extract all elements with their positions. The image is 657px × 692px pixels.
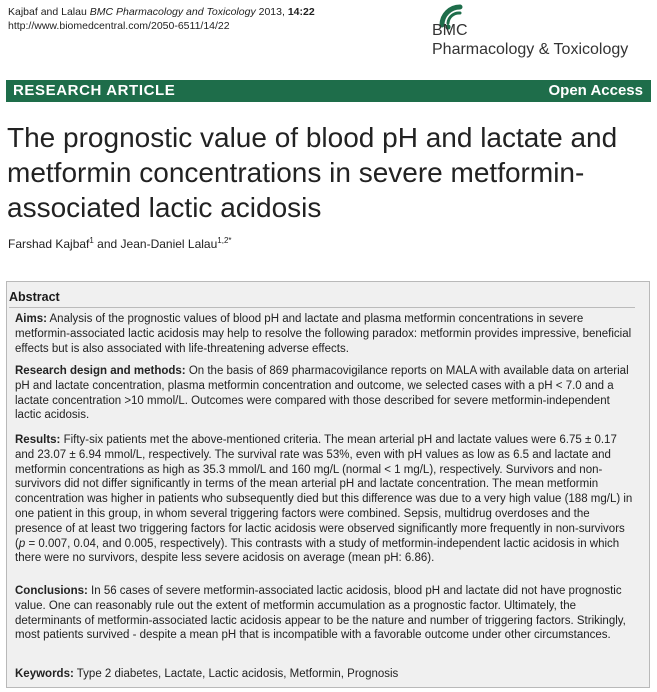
article-type-banner [6, 80, 651, 102]
author-separator: and [93, 237, 121, 251]
open-access-label: Open Access [548, 82, 643, 99]
article-title: The prognostic value of blood pH and lactate and metformin concentrations in severe metformin-associated lactic acidosis [7, 122, 618, 223]
author-affiliation: 1,2* [217, 236, 232, 245]
author-affiliation: 1 [89, 236, 94, 245]
logo-line2: Pharmacology & Toxicology [432, 41, 629, 58]
citation-year: 2013, [258, 6, 285, 18]
citation-url[interactable]: http://www.biomedcentral.com/2050-6511/14/22 [8, 20, 230, 32]
results-text: Fifty-six patients met the above-mentioned criteria. The mean arterial pH and lactate values were 6.75 ± 0.17 and 23.07 ± 6.94 mmol/L, respectively. The survival rate was 53%, even with pH values as low as 6.5 and lactate and metformin concentrations as high as 35.3 mmol/L and 160 mg/L (normal < 1 mg/L), respectively. Survivors and non-survivors did not differ significantly in terms of the mean arterial pH and lactate concentration. The mean metformin concentration was higher in patients who subsequently died but this difference was due to a very high value (188 mg/L) in one patient in this group, in whom several triggering factors were combined. Sepsis, multidrug overdoses and the presence of at least two triggering factors for lactic acidosis were observed significantly more frequently in non-survivors ( [15, 434, 633, 550]
abstract-conclusions [15, 584, 637, 643]
design-text: On the basis of 869 pharmacovigilance reports on MALA with available data on arterial pH and lactate concentration, plasma metformin concentration and outcome, we selected cases with a pH < 7.0 and a lactate concentration >10 mmol/L. Outcomes were compared with those described for severe metformin-independent lactic acidosis. [15, 365, 629, 422]
abstract-keywords [15, 667, 637, 682]
citation [8, 5, 315, 33]
results-p-symbol: p [18, 537, 26, 550]
keywords-text: Type 2 diabetes, Lactate, Lactic acidosis, Metformin, Prognosis [73, 668, 399, 680]
author-name[interactable]: Farshad Kajbaf [8, 237, 90, 251]
abstract-aims [15, 312, 637, 356]
results-label: Results: [15, 434, 61, 446]
logo-line1: BMC [432, 22, 468, 39]
author-list [8, 236, 232, 251]
abstract-design [15, 364, 637, 423]
aims-text: Analysis of the prognostic values of blood pH and lactate and plasma metformin concentrations in severe metformin-associated lactic acidosis may help to resolve the following paradox: metformin provides impressive, beneficial effects but is also associated with life-threatening adverse effects. [15, 313, 632, 355]
conclusions-text: In 56 cases of severe metformin-associated lactic acidosis, blood pH and lactate did not have prognostic value. One can reasonably rule out the extent of metformin accumulation as a prognostic factor. Ultimately, the determinants of metformin-associated lactic acidosis appear to be the nature and number of triggering factors. Strikingly, most patients survived - despite a mean pH that is incompatible with a favorable outcome under other circumstances. [15, 585, 626, 642]
abstract-divider [9, 307, 635, 308]
citation-authors: Kajbaf and Lalau [8, 6, 87, 18]
abstract-heading: Abstract [9, 290, 60, 304]
abstract-results [15, 433, 637, 566]
author-name[interactable]: Jean-Daniel Lalau [120, 237, 218, 251]
citation-journal: BMC Pharmacology and Toxicology [89, 6, 256, 18]
citation-line [8, 5, 315, 19]
conclusions-label: Conclusions: [15, 585, 88, 597]
citation-volume: 14:22 [287, 6, 315, 18]
results-text-end: = 0.007, 0.04, and 0.005, respectively). This contrasts with a study of metformin-independent lactic acidosis in which there were no survivors, despite less severe acidosis on average (mean pH: 6.86). [15, 537, 620, 565]
research-article-label: RESEARCH ARTICLE [13, 82, 176, 99]
keywords-label: Keywords: [15, 668, 74, 680]
design-label: Research design and methods: [15, 365, 186, 377]
aims-label: Aims: [15, 313, 47, 325]
